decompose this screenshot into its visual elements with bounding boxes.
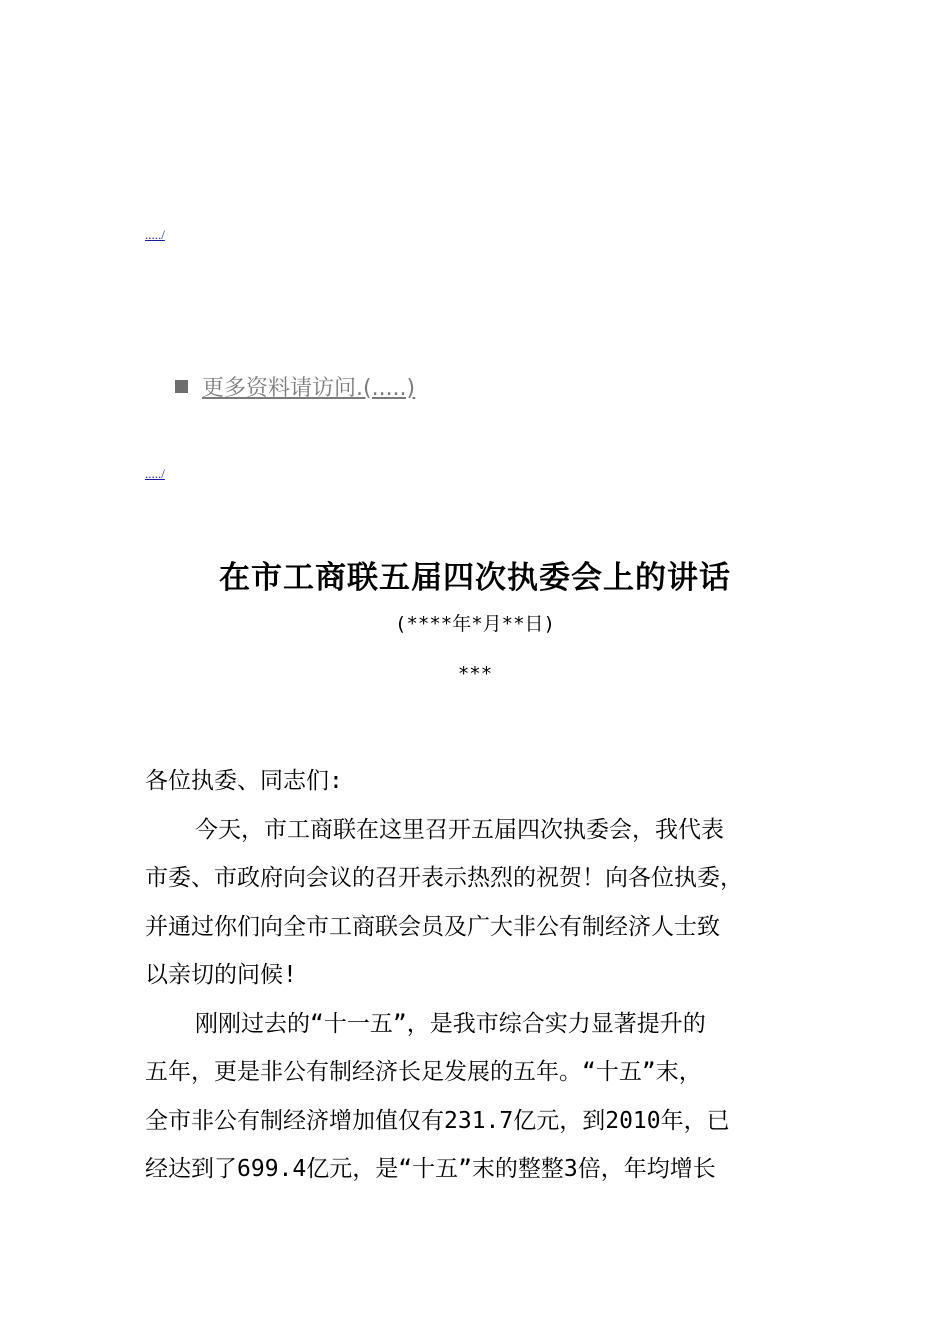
document-author: ***: [457, 663, 493, 685]
square-bullet-icon: [175, 380, 188, 393]
top-link[interactable]: ...../: [145, 227, 165, 242]
body-line: 市委、市政府向会议的召开表示热烈的祝贺！向各位执委，: [145, 865, 743, 891]
body-line: 经达到了699.4亿元，是“十五”末的整整3倍，年均增长: [145, 1156, 716, 1182]
mid-link[interactable]: ...../: [145, 466, 165, 481]
body-line: 全市非公有制经济增加值仅有231.7亿元，到2010年，已: [145, 1107, 730, 1134]
body-line: 今天，市工商联在这里召开五届四次执委会，我代表: [195, 816, 724, 843]
more-resources-link[interactable]: 更多资料请访问.(.....): [202, 376, 416, 401]
document-date: (****年*月**日): [395, 613, 555, 635]
more-resources: [175, 371, 415, 402]
body-line: 五年，更是非公有制经济长足发展的五年。“十五”末，: [145, 1059, 702, 1085]
salutation: 各位执委、同志们:: [145, 768, 343, 794]
body-line: 以亲切的问候!: [145, 962, 297, 988]
document-title: 在市工商联五届四次执委会上的讲话: [219, 560, 731, 596]
body-line: 并通过你们向全市工商联会员及广大非公有制经济人士致: [145, 913, 720, 940]
body-line: 刚刚过去的“十一五”，是我市综合实力显著提升的: [195, 1010, 706, 1037]
document-body: [145, 757, 810, 1194]
